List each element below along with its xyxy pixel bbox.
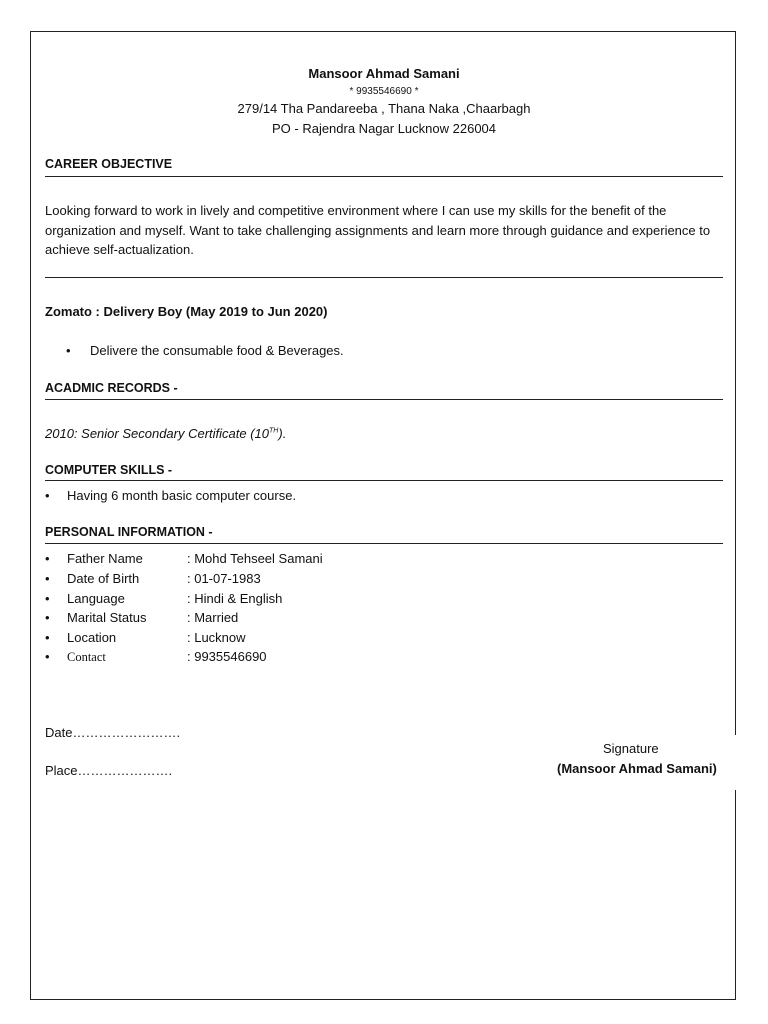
phone-number: * 9935546690 * <box>349 86 419 97</box>
info-value-date-of-birth: : 01-07-1983 <box>187 571 261 586</box>
divider <box>45 480 723 481</box>
bullet-icon: • <box>45 649 50 664</box>
academic-record-sup: TH <box>269 427 279 435</box>
academic-record-text: 2010: Senior Secondary Certificate (10 <box>45 426 270 441</box>
divider <box>45 277 723 278</box>
info-label-language: Language <box>67 591 125 606</box>
academic-record-suffix: ). <box>278 426 287 441</box>
experience-title: Zomato : Delivery Boy (May 2019 to Jun 2020) <box>45 304 328 319</box>
info-label-location: Location <box>67 630 117 645</box>
candidate-name: Mansoor Ahmad Samani <box>308 66 460 81</box>
divider <box>45 176 723 177</box>
career-objective-text: Looking forward to work in lively and competitive environment where I can use my skills for the benefit of the organization and myself. Want to take challenging assignments and learn more through guidance and experience to achieve self-actualization. <box>45 203 711 257</box>
computer-skill-item: Having 6 month basic computer course. <box>67 488 297 503</box>
info-label-date-of-birth: Date of Birth <box>67 571 140 586</box>
info-label-father-name: Father Name <box>67 551 143 566</box>
signature-label: Signature <box>603 741 659 756</box>
experience-item: Delivere the consumable food & Beverages. <box>90 343 344 358</box>
personal-info-heading: PERSONAL INFORMATION - <box>45 525 213 539</box>
academic-record <box>45 426 286 441</box>
bullet-icon: • <box>45 630 50 645</box>
address-line-1: 279/14 Tha Pandareeba , Thana Naka ,Chaarbagh <box>237 101 531 116</box>
signature-name: (Mansoor Ahmad Samani) <box>557 761 717 776</box>
info-value-location: : Lucknow <box>187 630 246 645</box>
info-value-father-name: : Mohd Tehseel Samani <box>187 551 323 566</box>
border-gap <box>733 735 739 790</box>
bullet-icon: • <box>45 591 50 606</box>
bullet-icon: • <box>45 551 50 566</box>
divider <box>45 543 723 544</box>
place-field: Place…………………. <box>45 763 173 778</box>
info-value-marital-status: : Married <box>187 610 239 625</box>
info-value-language: : Hindi & English <box>187 591 283 606</box>
bullet-icon: • <box>66 343 71 358</box>
computer-skills-heading: COMPUTER SKILLS - <box>45 463 173 477</box>
info-value-contact: : 9935546690 <box>187 649 267 664</box>
info-label-marital-status: Marital Status <box>67 610 147 625</box>
info-label-contact: Contact <box>67 650 106 664</box>
date-field: Date……………………. <box>45 725 181 740</box>
address-line-2: PO - Rajendra Nagar Lucknow 226004 <box>271 121 497 136</box>
bullet-icon: • <box>45 610 50 625</box>
bullet-icon: • <box>45 571 50 586</box>
career-objective-heading: CAREER OBJECTIVE <box>45 157 173 171</box>
bullet-icon: • <box>45 488 50 503</box>
divider <box>45 399 723 400</box>
academic-heading: ACADMIC RECORDS - <box>45 381 178 395</box>
